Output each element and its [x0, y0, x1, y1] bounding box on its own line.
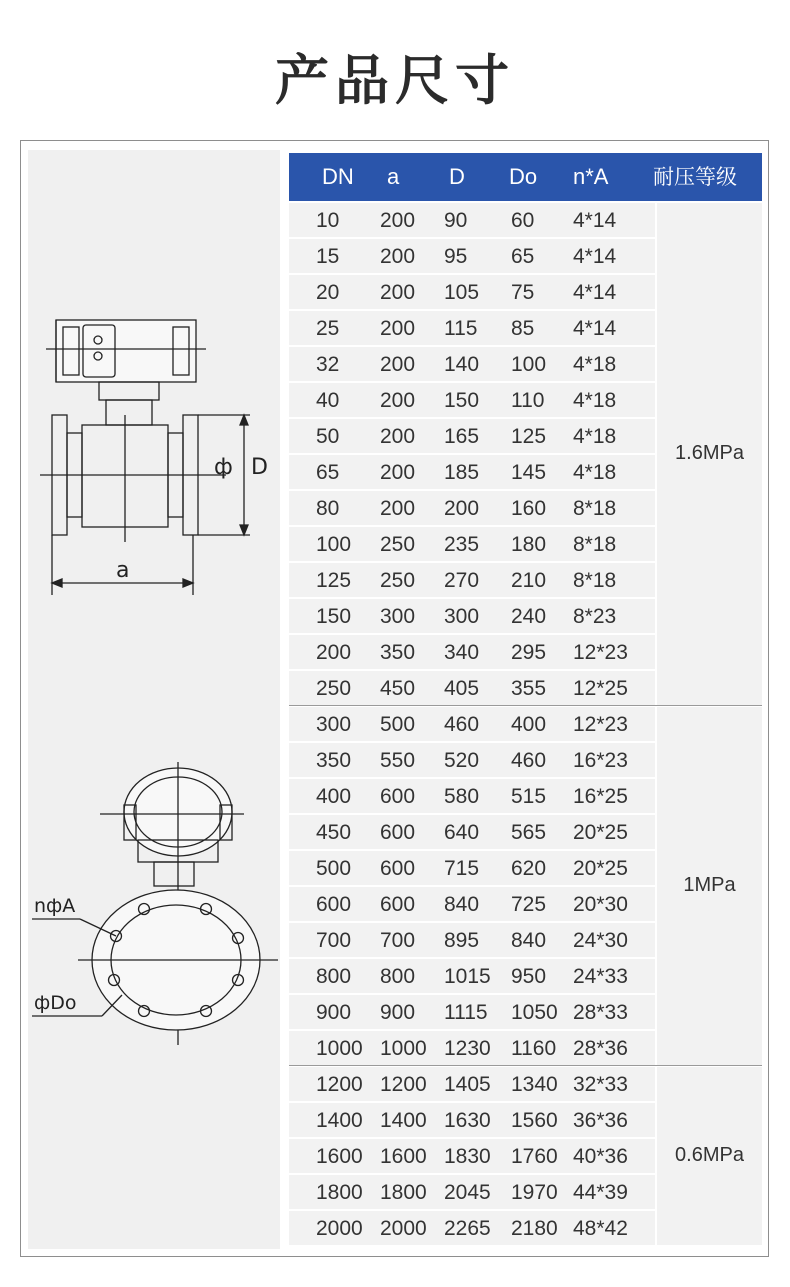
table-row [289, 707, 655, 741]
table-row [289, 347, 655, 381]
na-cell: 20*25 [573, 857, 628, 880]
d-cell: 2045 [444, 1181, 491, 1204]
d-cell: 1015 [444, 965, 491, 988]
na-cell: 4*14 [573, 209, 617, 232]
a-cell: 200 [380, 281, 416, 304]
do-cell: 840 [511, 929, 547, 952]
do-cell: 60 [511, 209, 535, 232]
na-cell: 4*18 [573, 353, 617, 376]
a-cell: 200 [380, 461, 416, 484]
d-cell: 640 [444, 821, 480, 844]
do-cell: 100 [511, 353, 547, 376]
pressure-group-label: 0.6MPa [675, 1144, 744, 1166]
do-cell: 1560 [511, 1109, 558, 1132]
na-cell: 8*18 [573, 533, 617, 556]
do-cell: 1050 [511, 1001, 558, 1024]
pressure-group-cell [657, 1067, 762, 1245]
a-cell: 600 [380, 857, 416, 880]
pressure-group-label: 1MPa [683, 874, 736, 896]
dn-cell: 1200 [316, 1073, 363, 1096]
dn-cell: 1400 [316, 1109, 363, 1132]
header-do: Do [509, 164, 538, 189]
dn-cell: 40 [316, 389, 340, 412]
a-cell: 550 [380, 749, 416, 772]
na-cell: 12*25 [573, 677, 628, 700]
d-cell: 715 [444, 857, 480, 880]
na-cell: 20*30 [573, 893, 628, 916]
d-cell: 200 [444, 497, 480, 520]
dn-cell: 800 [316, 965, 352, 988]
do-cell: 620 [511, 857, 547, 880]
dn-cell: 150 [316, 605, 352, 628]
header-na: n*A [573, 164, 609, 189]
do-cell: 210 [511, 569, 547, 592]
a-cell: 200 [380, 209, 416, 232]
a-cell: 250 [380, 533, 416, 556]
flowmeter-side-view-drawing [28, 150, 280, 1249]
dn-cell: 100 [316, 533, 352, 556]
dn-cell: 450 [316, 821, 352, 844]
table-row [289, 995, 655, 1029]
d-cell: 150 [444, 389, 480, 412]
do-cell: 65 [511, 245, 535, 268]
table-row [289, 311, 655, 345]
page-title: 产品尺寸 [275, 49, 515, 112]
do-cell: 2180 [511, 1217, 558, 1240]
na-cell: 44*39 [573, 1181, 628, 1204]
dn-cell: 10 [316, 209, 340, 232]
table-row [289, 1211, 655, 1245]
dn-cell: 25 [316, 317, 340, 340]
d-cell: 165 [444, 425, 480, 448]
d-cell: 1830 [444, 1145, 491, 1168]
na-cell: 4*14 [573, 281, 617, 304]
table-row [289, 1031, 655, 1065]
a-cell: 600 [380, 893, 416, 916]
pressure-group-label: 1.6MPa [675, 442, 744, 464]
dn-cell: 1000 [316, 1037, 363, 1060]
a-cell: 1000 [380, 1037, 427, 1060]
a-cell: 1400 [380, 1109, 427, 1132]
na-cell: 20*25 [573, 821, 628, 844]
group-separator [289, 705, 762, 706]
na-cell: 36*36 [573, 1109, 628, 1132]
d-cell: 1230 [444, 1037, 491, 1060]
na-cell: 4*14 [573, 245, 617, 268]
dn-cell: 50 [316, 425, 340, 448]
na-cell: 28*36 [573, 1037, 628, 1060]
do-cell: 75 [511, 281, 535, 304]
do-cell: 565 [511, 821, 547, 844]
table-row [289, 527, 655, 561]
dn-cell: 500 [316, 857, 352, 880]
d-cell: 840 [444, 893, 480, 916]
na-cell: 32*33 [573, 1073, 628, 1096]
d-cell: 185 [444, 461, 480, 484]
header-a: a [387, 164, 400, 189]
table-row [289, 959, 655, 993]
na-cell: 4*18 [573, 389, 617, 412]
table-row [289, 815, 655, 849]
phido-label: фDo [34, 992, 77, 1014]
dn-cell: 900 [316, 1001, 352, 1024]
a-cell: 700 [380, 929, 416, 952]
table-row [289, 779, 655, 813]
group-separator [289, 1065, 762, 1066]
d-cell: 115 [444, 317, 478, 340]
a-cell: 450 [380, 677, 416, 700]
na-cell: 8*23 [573, 605, 617, 628]
dn-cell: 600 [316, 893, 352, 916]
dn-cell: 80 [316, 497, 340, 520]
header-dn: DN [322, 164, 354, 189]
a-cell: 1600 [380, 1145, 427, 1168]
na-cell: 28*33 [573, 1001, 628, 1024]
table-row [289, 203, 655, 237]
dn-cell: 32 [316, 353, 340, 376]
a-cell: 600 [380, 785, 416, 808]
do-cell: 160 [511, 497, 547, 520]
do-cell: 950 [511, 965, 547, 988]
do-cell: 180 [511, 533, 547, 556]
d-label: D [251, 455, 268, 480]
table-row [289, 1139, 655, 1173]
d-cell: 895 [444, 929, 480, 952]
phi-label: ф [214, 455, 233, 480]
dn-cell: 1600 [316, 1145, 363, 1168]
do-cell: 85 [511, 317, 535, 340]
a-cell: 200 [380, 425, 416, 448]
na-cell: 4*18 [573, 425, 617, 448]
table-row [289, 563, 655, 597]
d-cell: 300 [444, 605, 480, 628]
dn-cell: 65 [316, 461, 340, 484]
pressure-group-cell [657, 707, 762, 1065]
dn-cell: 20 [316, 281, 340, 304]
table-row [289, 635, 655, 669]
d-cell: 2265 [444, 1217, 491, 1240]
do-cell: 725 [511, 893, 547, 916]
table-row [289, 851, 655, 885]
do-cell: 355 [511, 677, 547, 700]
dn-cell: 15 [316, 245, 340, 268]
a-label: a [116, 558, 130, 583]
do-cell: 145 [511, 461, 547, 484]
do-cell: 125 [511, 425, 547, 448]
na-cell: 8*18 [573, 569, 617, 592]
table-row [289, 743, 655, 777]
dn-cell: 250 [316, 677, 352, 700]
dn-cell: 125 [316, 569, 352, 592]
d-cell: 90 [444, 209, 468, 232]
a-cell: 250 [380, 569, 416, 592]
header-d: D [449, 164, 465, 189]
na-cell: 12*23 [573, 641, 628, 664]
do-cell: 295 [511, 641, 547, 664]
table-row [289, 419, 655, 453]
nphia-label: nфA [34, 895, 76, 917]
do-cell: 240 [511, 605, 547, 628]
header-pressure-rating: 耐压等级 [653, 165, 737, 189]
na-cell: 12*23 [573, 713, 628, 736]
d-cell: 1115 [444, 1001, 488, 1024]
a-cell: 600 [380, 821, 416, 844]
na-cell: 24*33 [573, 965, 628, 988]
table-row [289, 239, 655, 273]
d-cell: 140 [444, 353, 480, 376]
do-cell: 1970 [511, 1181, 558, 1204]
do-cell: 110 [511, 389, 545, 412]
do-cell: 460 [511, 749, 547, 772]
na-cell: 48*42 [573, 1217, 628, 1240]
d-cell: 270 [444, 569, 480, 592]
na-cell: 8*18 [573, 497, 617, 520]
d-cell: 520 [444, 749, 480, 772]
d-cell: 1405 [444, 1073, 491, 1096]
d-cell: 580 [444, 785, 480, 808]
diagram-panel [28, 150, 280, 1249]
do-cell: 400 [511, 713, 547, 736]
do-cell: 1160 [511, 1037, 557, 1060]
na-cell: 16*23 [573, 749, 628, 772]
d-cell: 405 [444, 677, 480, 700]
table-row [289, 455, 655, 489]
table-row [289, 671, 655, 705]
table-header [289, 153, 762, 201]
na-cell: 4*18 [573, 461, 617, 484]
pressure-group-cell [657, 203, 762, 705]
table-row [289, 383, 655, 417]
do-cell: 1760 [511, 1145, 558, 1168]
a-cell: 500 [380, 713, 416, 736]
dn-cell: 350 [316, 749, 352, 772]
table-row [289, 1175, 655, 1209]
table-row [289, 923, 655, 957]
dn-cell: 2000 [316, 1217, 363, 1240]
dn-cell: 200 [316, 641, 352, 664]
a-cell: 300 [380, 605, 416, 628]
a-cell: 200 [380, 497, 416, 520]
table-row [289, 275, 655, 309]
a-cell: 900 [380, 1001, 416, 1024]
table-row [289, 599, 655, 633]
d-cell: 95 [444, 245, 468, 268]
na-cell: 40*36 [573, 1145, 628, 1168]
d-cell: 105 [444, 281, 480, 304]
a-cell: 350 [380, 641, 416, 664]
table-row [289, 1103, 655, 1137]
a-cell: 200 [380, 317, 416, 340]
table-row [289, 887, 655, 921]
a-cell: 800 [380, 965, 416, 988]
table-row [289, 1067, 655, 1101]
dn-cell: 400 [316, 785, 352, 808]
na-cell: 24*30 [573, 929, 628, 952]
table-row [289, 491, 655, 525]
d-cell: 340 [444, 641, 480, 664]
dn-cell: 300 [316, 713, 352, 736]
d-cell: 460 [444, 713, 480, 736]
do-cell: 515 [511, 785, 547, 808]
a-cell: 200 [380, 353, 416, 376]
na-cell: 4*14 [573, 317, 617, 340]
a-cell: 1200 [380, 1073, 427, 1096]
a-cell: 200 [380, 245, 416, 268]
a-cell: 2000 [380, 1217, 427, 1240]
a-cell: 1800 [380, 1181, 427, 1204]
do-cell: 1340 [511, 1073, 558, 1096]
d-cell: 1630 [444, 1109, 491, 1132]
a-cell: 200 [380, 389, 416, 412]
dn-cell: 700 [316, 929, 352, 952]
d-cell: 235 [444, 533, 480, 556]
na-cell: 16*25 [573, 785, 628, 808]
dn-cell: 1800 [316, 1181, 363, 1204]
